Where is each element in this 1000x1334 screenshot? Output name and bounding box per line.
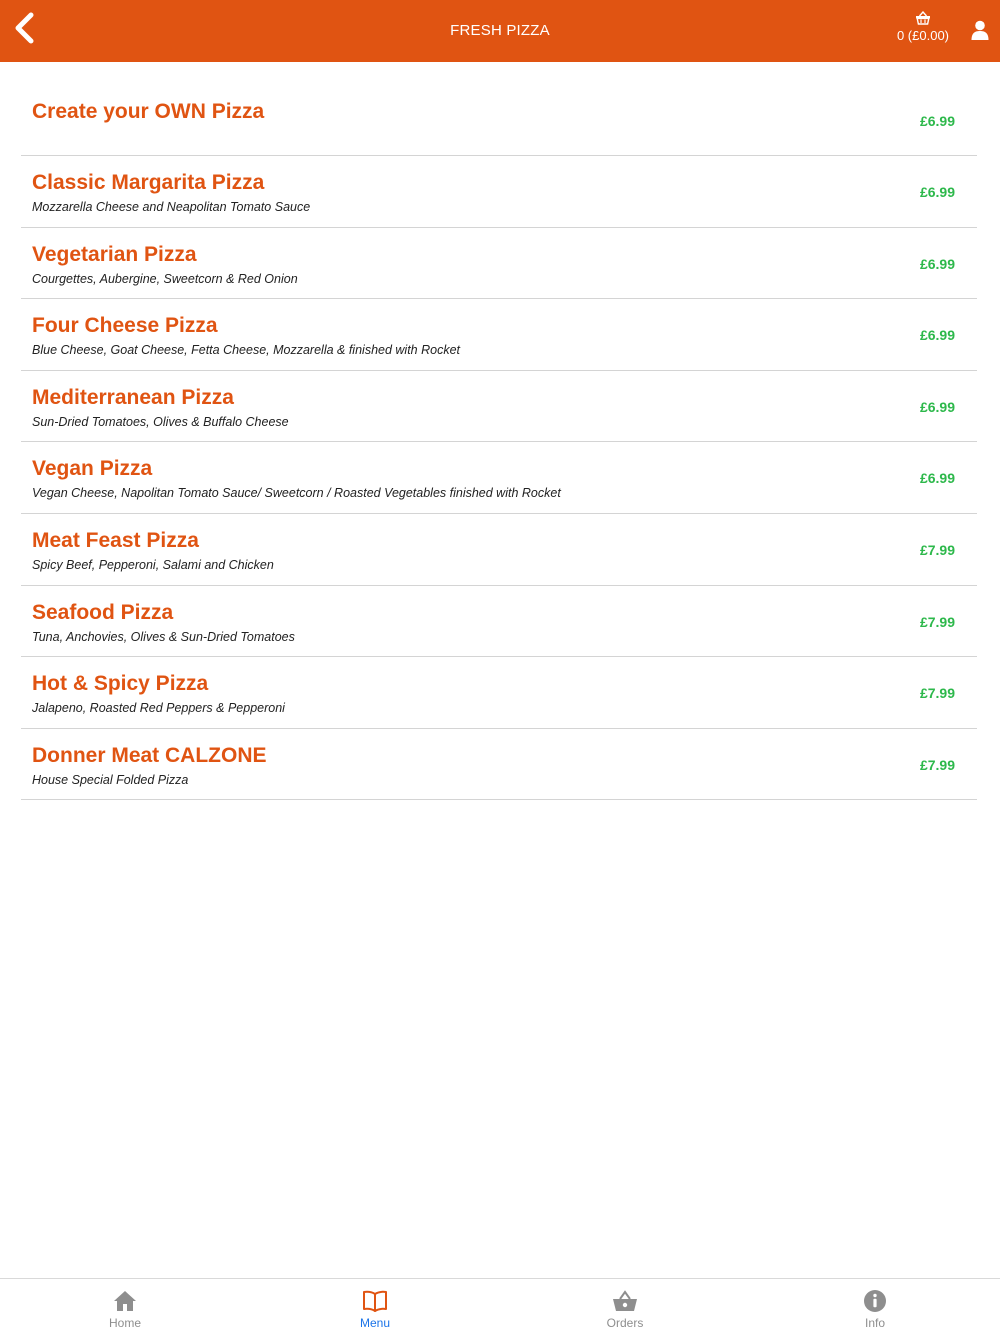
item-name: Meat Feast Pizza: [32, 528, 199, 552]
menu-item[interactable]: [21, 657, 977, 729]
app-header: [0, 0, 1000, 62]
tab-label: Home: [108, 1316, 141, 1330]
menu-item[interactable]: [21, 586, 977, 658]
tab-label: Orders: [606, 1316, 644, 1330]
item-description: Tuna, Anchovies, Olives & Sun-Dried Tomatoes: [32, 629, 295, 644]
item-price: £6.99: [919, 398, 955, 415]
item-price: £7.99: [919, 613, 955, 630]
tab-label: Info: [864, 1316, 885, 1330]
item-price: £6.99: [919, 255, 955, 272]
basket-icon: [882, 11, 964, 25]
item-price: £6.99: [919, 113, 955, 129]
bottom-tab-bar: [0, 1278, 1000, 1334]
user-icon: [971, 20, 989, 45]
item-description: Sun-Dried Tomatoes, Olives & Buffalo Cheese: [32, 414, 289, 429]
item-description: House Special Folded Pizza: [32, 772, 189, 787]
item-description: Mozzarella Cheese and Neapolitan Tomato Sauce: [32, 200, 311, 214]
item-name: Four Cheese Pizza: [32, 314, 218, 338]
item-name: Vegan Pizza: [32, 457, 153, 481]
menu-item[interactable]: [21, 514, 977, 586]
item-name: Classic Margarita Pizza: [32, 171, 265, 194]
item-name: Mediterranean Pizza: [32, 385, 234, 409]
tab-orders[interactable]: [500, 1279, 750, 1334]
tab-info[interactable]: [750, 1279, 1000, 1334]
cart-total: 0 (£0.00): [896, 28, 950, 43]
item-description: Blue Cheese, Goat Cheese, Fetta Cheese, Mozzarella & finished with Rocket: [32, 343, 460, 358]
page-title: FRESH PIZZA: [450, 22, 550, 39]
basket-icon: [612, 1288, 638, 1314]
menu-item[interactable]: [21, 299, 977, 371]
menu-item[interactable]: [21, 228, 977, 300]
tab-menu[interactable]: [250, 1279, 500, 1334]
item-price: £6.99: [919, 184, 955, 200]
item-price: £7.99: [919, 756, 955, 773]
item-price: £6.99: [919, 470, 955, 487]
item-name: Create your OWN Pizza: [32, 100, 265, 123]
book-icon: [362, 1288, 388, 1314]
item-price: £7.99: [919, 541, 955, 558]
home-icon: [112, 1288, 138, 1314]
menu-item[interactable]: [21, 442, 977, 514]
account-button[interactable]: [966, 18, 994, 46]
item-price: £7.99: [919, 685, 955, 702]
item-description: Jalapeno, Roasted Red Peppers & Pepperoni: [32, 701, 285, 716]
item-price: £6.99: [919, 327, 955, 344]
menu-item[interactable]: [21, 371, 977, 443]
info-icon: [862, 1288, 888, 1314]
item-description: Courgettes, Aubergine, Sweetcorn & Red Onion: [32, 271, 298, 286]
item-description: Spicy Beef, Pepperoni, Salami and Chicken: [32, 557, 274, 572]
item-name: Hot & Spicy Pizza: [32, 672, 209, 696]
menu-list: [21, 84, 977, 800]
menu-item[interactable]: [21, 729, 977, 801]
menu-item[interactable]: [21, 84, 977, 156]
item-name: Seafood Pizza: [32, 600, 174, 624]
tab-home[interactable]: [0, 1279, 250, 1334]
menu-item[interactable]: [21, 156, 977, 228]
item-name: Vegetarian Pizza: [32, 242, 197, 266]
tab-label: Menu: [359, 1316, 391, 1330]
cart-button[interactable]: [882, 11, 964, 51]
item-name: Donner Meat CALZONE: [32, 743, 267, 767]
item-description: Vegan Cheese, Napolitan Tomato Sauce/ Sweetcorn / Roasted Vegetables finished with Rocket: [32, 486, 561, 501]
